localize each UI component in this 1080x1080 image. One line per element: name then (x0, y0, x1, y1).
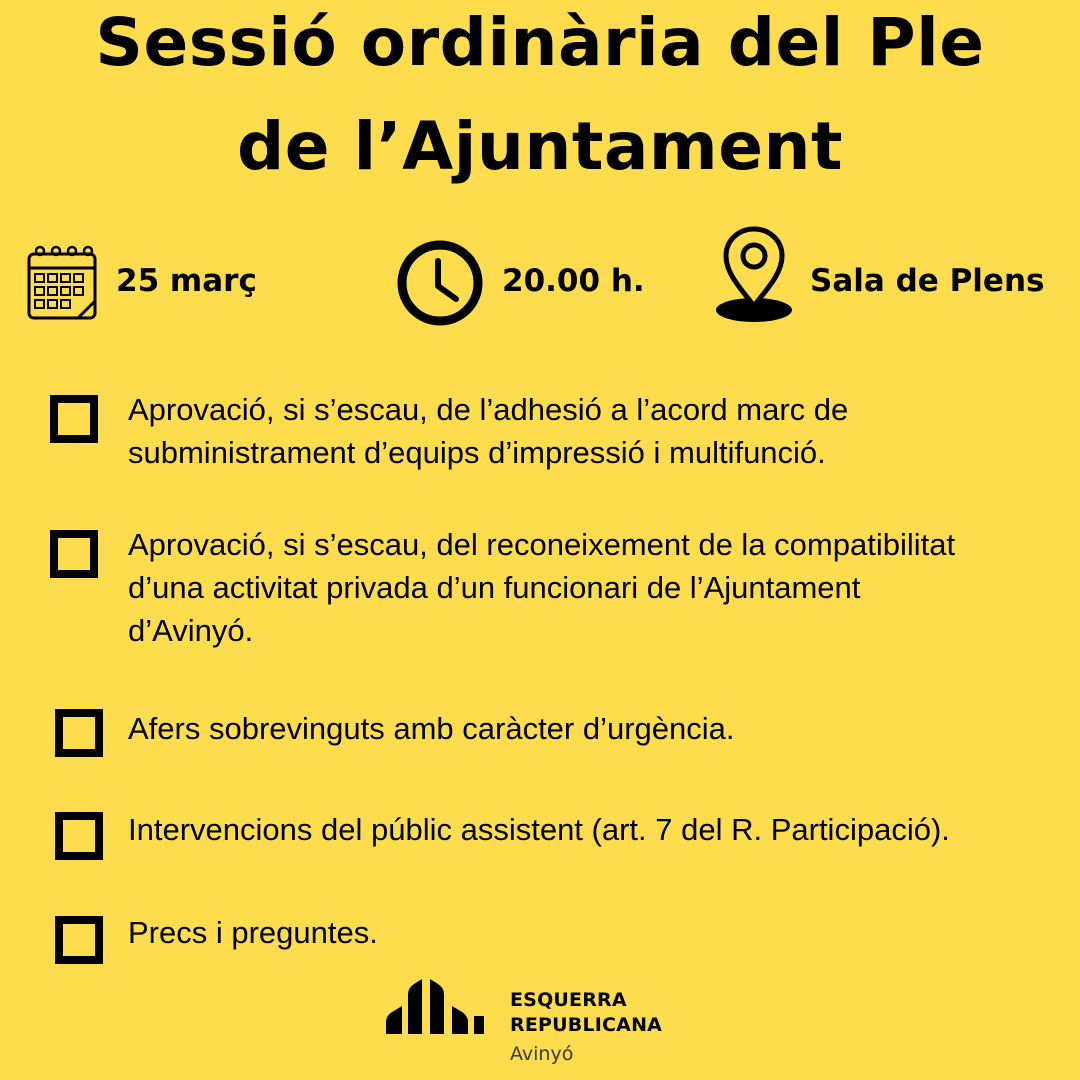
meeting-place: Sala de Plens (810, 263, 1045, 299)
esquerra-republicana-logo (384, 976, 490, 1038)
agenda-item-text (128, 707, 1068, 750)
brand-name-line-2: REPUBLICANA (510, 1014, 663, 1036)
meeting-date: 25 març (116, 263, 257, 299)
clock-icon (396, 239, 484, 327)
checkbox-icon (50, 530, 98, 578)
agenda-item-line: Aprovació, si s’escau, de l’adhesió a l’acord marc de (128, 392, 849, 427)
agenda-item-line: Aprovació, si s’escau, del reconeixement de la compatibilitat (128, 527, 956, 562)
location-pin-icon (712, 226, 796, 324)
agenda-item-line: Intervencions del públic assistent (art. 7 del R. Participació). (128, 812, 950, 847)
checkbox-icon (55, 709, 103, 757)
checkbox-icon (50, 395, 98, 443)
agenda-item-text (128, 808, 1068, 851)
agenda-item-text (128, 388, 1068, 474)
agenda-item-line: d’Avinyó. (128, 613, 254, 648)
page-title-line-2: de l’Ajuntament (236, 108, 843, 185)
brand-town: Avinyó (510, 1043, 574, 1065)
meeting-time: 20.00 h. (502, 263, 645, 299)
brand-name-line-1: ESQUERRA (510, 989, 627, 1011)
calendar-icon (26, 244, 98, 322)
checkbox-icon (55, 916, 103, 964)
page-title-line-1: Sessió ordinària del Ple (95, 4, 985, 81)
agenda-item-line: subministrament d’equips d’impressió i multifunció. (128, 435, 826, 470)
checkbox-icon (55, 812, 103, 860)
agenda-item-line: Precs i preguntes. (128, 915, 378, 950)
agenda-item-line: d’una activitat privada d’un funcionari de l’Ajuntament (128, 570, 861, 605)
agenda-item-text (128, 523, 1068, 652)
agenda-item-text (128, 911, 1068, 954)
agenda-item-line: Afers sobrevinguts amb caràcter d’urgència. (128, 711, 735, 746)
